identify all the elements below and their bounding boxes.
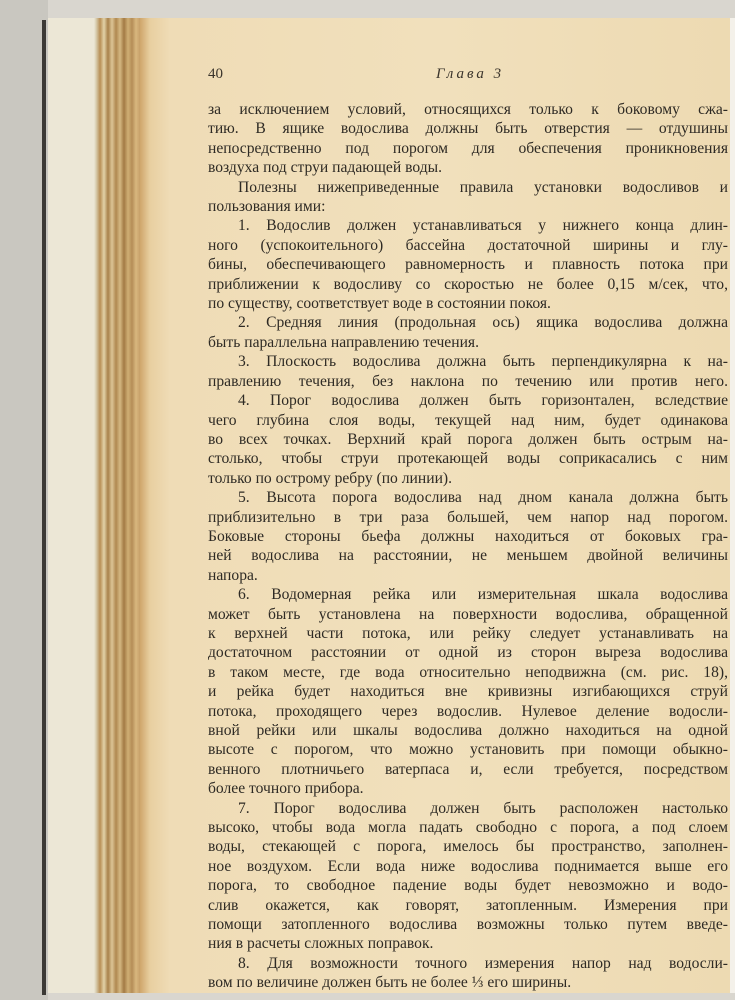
text-line: может быть установлена на поверхности водослива, обращенной	[208, 605, 728, 623]
text-line: 5. Высота порога водослива над дном канала должна быть	[238, 489, 728, 507]
text-line: ния в расчеты сложных поправок.	[208, 935, 434, 953]
text-line: высоко, чтобы вода могла падать свободно с порога, а под слоем	[208, 819, 728, 837]
chapter-title: Глава 3	[436, 66, 505, 82]
text-line: чего глубина слоя воды, текущей над ним, будет одинакова	[208, 411, 728, 429]
scan-border	[730, 18, 735, 993]
text-line: ного (успокоительного) бассейна достаточной ширины и глу-	[208, 236, 728, 254]
text-line: быть параллельна направлению течения.	[208, 333, 479, 351]
text-line: приблизительно в три раза большей, чем напор над порогом.	[208, 508, 728, 526]
text-line: слив окажется, как говорят, затопленным. Измерения при	[208, 896, 728, 914]
text-line: во всех точках. Верхний край порога должен быть острым на-	[208, 430, 728, 448]
text-line: достаточном расстоянии от одной из сторон выреза водослива	[208, 644, 728, 662]
text-line: 4. Порог водослива должен быть горизонтален, вследствие	[238, 392, 728, 410]
text-line: 6. Водомерная рейка или измерительная шкала водослива	[238, 586, 728, 604]
page-stack-edges	[48, 18, 140, 993]
text-line: воды, стекающей с порога, имелось бы пространство, заполнен-	[208, 838, 728, 856]
text-line: только по острому ребру (по линии).	[208, 469, 453, 487]
text-line: тию. В ящике водослива должны быть отверстия — отдушины	[208, 120, 728, 138]
text-line: 7. Порог водослива должен быть расположен настолько	[238, 799, 728, 817]
text-line: порога, то свободное падение воды будет невозможно и водо-	[208, 877, 728, 895]
text-line: напора.	[208, 566, 258, 584]
text-line: высоте с порогом, что можно установить при помощи обыкно-	[208, 741, 728, 759]
text-line: помощи затопленного водослива возможны только путем введе-	[208, 916, 728, 934]
page-header	[208, 66, 724, 88]
text-line: воздуха под струи падающей воды.	[208, 159, 443, 177]
text-line: столько, чтобы струи протекающей воды соприкасались с ним	[208, 450, 728, 468]
body-text	[208, 100, 728, 993]
text-line: к верхней части потока, или рейку следует устанавливать на	[208, 624, 728, 642]
text-line: непосредственно под порогом для обеспечения проникновения	[208, 139, 728, 157]
text-line: 3. Плоскость водослива должна быть перпендикулярна к на-	[238, 353, 728, 371]
text-line: 2. Средняя линия (продольная ось) ящика водослива должна	[238, 314, 728, 332]
text-line: пользования ими:	[208, 198, 326, 216]
cover-spine-line	[42, 20, 46, 995]
text-line: Боковые стороны бьефа должны находиться от боковых гра-	[208, 527, 728, 545]
text-line: более точного прибора.	[208, 780, 364, 798]
text-line: бины, обеспечивающего равномерность и плавность потока при	[208, 256, 728, 274]
text-line: Полезны нижеприведенные правила установки водосливов и	[238, 178, 728, 196]
text-line: 8. Для возможности точного измерения напор над водосли-	[238, 954, 728, 972]
text-line: приближении к водосливу со скоростью не более 0,15 м/сек, что,	[208, 275, 728, 293]
text-line: в таком месте, где вода относительно неподвижна (см. рис. 18),	[208, 663, 728, 681]
text-line: вной рейки или шкалы водослива должно находиться на одной	[208, 722, 728, 739]
page-number: 40	[208, 66, 223, 82]
text-line: за исключением условий, относящихся только к боковому сжа-	[208, 101, 728, 118]
text-line: вом по величине должен быть не более ⅓ его ширины.	[208, 974, 572, 992]
text-line: потока, проходящего через водослив. Нулевое деление водосли-	[208, 702, 728, 720]
text-line: правлению течения, без наклона по течению или против него.	[208, 372, 728, 390]
text-line: и рейка будет находиться вне кривизны изгибающихся струй	[208, 683, 728, 701]
text-line: 1. Водослив должен устанавливаться у нижнего конца длин-	[238, 217, 728, 235]
text-line: ней водослива на расстоянии, не меньшем двойной величины	[208, 547, 728, 565]
text-line: по существу, соответствует воде в состоянии покоя.	[208, 295, 551, 313]
book-cover-edge	[0, 0, 48, 1000]
text-line: ное воздухом. Если вода ниже водослива поднимается выше его	[208, 857, 728, 875]
text-line: венного плотничьего ватерпаса и, если требуется, посредством	[208, 760, 728, 778]
